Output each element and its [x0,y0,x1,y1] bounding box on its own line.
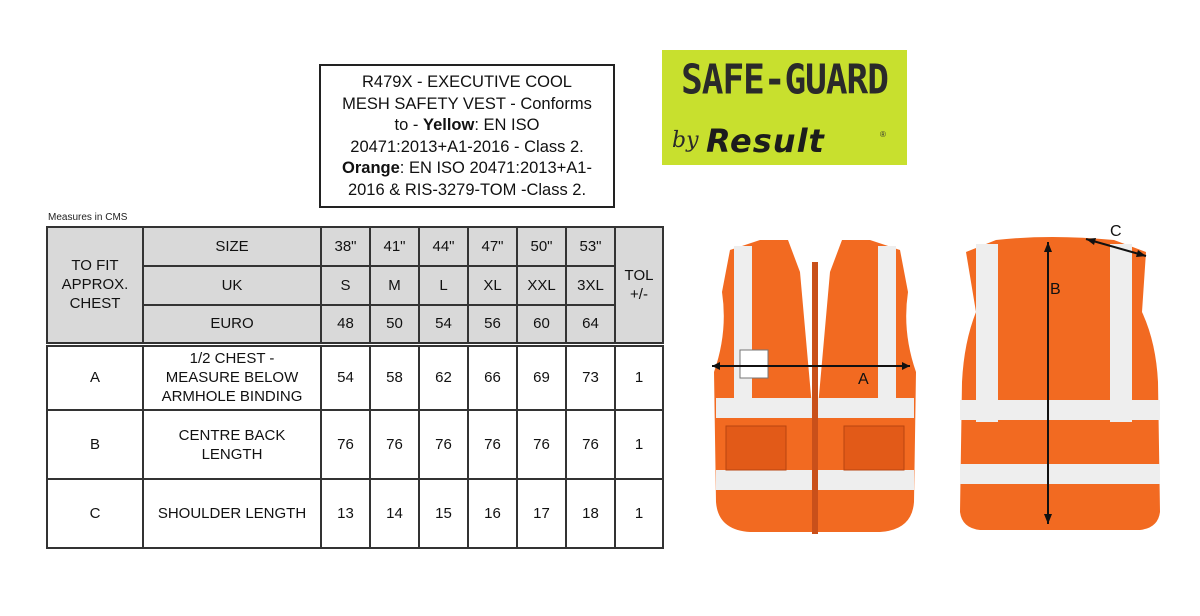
vest-front-image [700,232,930,542]
euro-cell: 48 [321,305,370,344]
euro-cell: 60 [517,305,566,344]
title-line-4: 20471:2013+A1-2016 - Class 2. [350,137,584,156]
value-cell: 76 [566,410,615,479]
tolerance-header: TOL +/- [615,227,663,344]
euro-cell: 54 [419,305,468,344]
uk-label: UK [143,266,321,305]
value-cell: 76 [517,410,566,479]
value-cell: 76 [468,410,517,479]
title-line-5: Orange: EN ISO 20471:2013+A1- [342,159,592,177]
value-cell: 17 [517,479,566,548]
row-code: A [47,344,143,410]
title-line-6: 2016 & RIS-3279-TOM -Class 2. [347,180,587,199]
uk-cell: S [321,266,370,305]
value-cell: 66 [468,344,517,410]
uk-cell: XXL [517,266,566,305]
uk-cell: M [370,266,419,305]
euro-cell: 56 [468,305,517,344]
euro-label: EURO [143,305,321,344]
value-cell: 16 [468,479,517,548]
uk-cell: XL [468,266,517,305]
value-cell: 13 [321,479,370,548]
title-line-2: MESH SAFETY VEST - Conforms [342,94,592,113]
title-line-3: to - Yellow: EN ISO [394,116,540,134]
table-row [47,344,663,410]
value-cell: 62 [419,344,468,410]
label-c: C [1110,223,1122,240]
uk-cell: 3XL [566,266,615,305]
size-cell: 47" [468,227,517,266]
value-cell: 54 [321,344,370,410]
size-cell: 53" [566,227,615,266]
value-cell: 76 [419,410,468,479]
value-cell: 73 [566,344,615,410]
size-chart-table [46,226,664,549]
row-code: B [47,410,143,479]
euro-cell: 50 [370,305,419,344]
table-row [47,479,663,548]
yellow-label: Yellow [422,116,475,134]
row-description: 1/2 CHEST - MEASURE BELOW ARMHOLE BINDING [143,344,321,410]
size-label: SIZE [143,227,321,266]
tolerance-cell: 1 [615,410,663,479]
safe-guard-logo: SAFE-GUARD by Result ® [662,50,907,165]
size-cell: 50" [517,227,566,266]
tolerance-cell: 1 [615,344,663,410]
uk-cell: L [419,266,468,305]
label-a: A [858,371,869,388]
row-description: CENTRE BACK LENGTH [143,410,321,479]
fit-chest-header: TO FIT APPROX. CHEST [47,227,143,344]
vest-back-image [950,222,1170,542]
value-cell: 69 [517,344,566,410]
label-b: B [1050,281,1061,298]
value-cell: 18 [566,479,615,548]
measures-note: Measures in CMS [48,212,128,223]
row-description: SHOULDER LENGTH [143,479,321,548]
value-cell: 76 [370,410,419,479]
euro-cell: 64 [566,305,615,344]
value-cell: 58 [370,344,419,410]
tolerance-cell: 1 [615,479,663,548]
value-cell: 15 [419,479,468,548]
title-line-1: R479X - EXECUTIVE COOL [362,73,572,91]
product-title-box [319,64,615,208]
value-cell: 76 [321,410,370,479]
size-cell: 41" [370,227,419,266]
value-cell: 14 [370,479,419,548]
table-row [47,410,663,479]
orange-label: Orange [342,159,400,177]
size-cell: 44" [419,227,468,266]
size-cell: 38" [321,227,370,266]
row-code: C [47,479,143,548]
